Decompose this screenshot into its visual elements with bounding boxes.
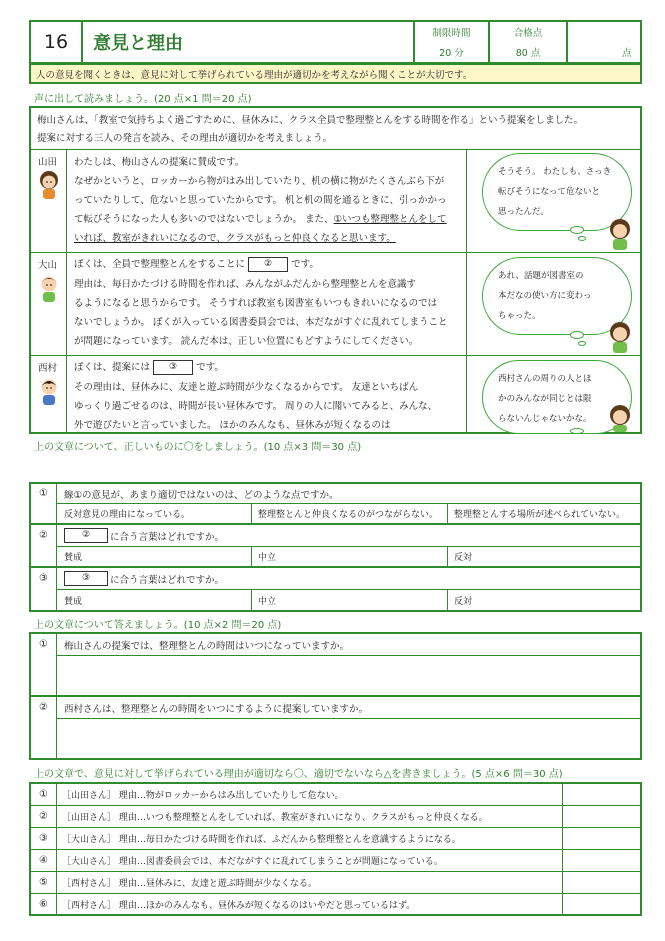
lesson-number: 16 bbox=[43, 31, 69, 53]
oyama-line-3: ないでしょうか。 ぼくが入っている図書委員会では、本だながすぐに乱れてしまうこと bbox=[74, 317, 448, 328]
yamada-line-2: なぜかというと、ロッカーから物がはみ出していたり、机の横に物がたくさんぶら下が bbox=[74, 176, 445, 187]
judge-answer-2[interactable] bbox=[564, 807, 640, 826]
yamada-line-4-text: て転びそうになった人も多いのではないでしょうか。 また、 bbox=[74, 214, 334, 225]
nishimura-line-0 bbox=[74, 359, 224, 376]
judge-num-6: ⑥ bbox=[39, 898, 48, 910]
bubble3-line-1: 西村さんの周りの人とほ bbox=[498, 374, 592, 384]
judge-text-6: ［西村さん］ 理由…ほかのみんなも、昼休みが短くなるのはいやだと思っているはず。 bbox=[62, 900, 416, 911]
pass-score-label: 合格点 bbox=[513, 28, 543, 39]
q2-text: に合う言葉はどれですか。 bbox=[110, 531, 225, 543]
time-limit-value: 20 分 bbox=[439, 48, 464, 59]
yamada-line-4 bbox=[74, 211, 447, 228]
q3-text: に合う言葉はどれですか。 bbox=[110, 574, 225, 586]
judge-answer-3[interactable] bbox=[564, 829, 640, 848]
page-title: 意見と理由 bbox=[93, 33, 183, 54]
sa-q2-text: 西村さんは、整理整とんの時間をいつにするように提案していますか。 bbox=[64, 703, 369, 715]
bubble2-line-1: あれ、話題が図書室の bbox=[498, 271, 584, 281]
q2-option-c[interactable]: 反対 bbox=[454, 553, 473, 563]
judge-num-2: ② bbox=[39, 811, 48, 822]
intro-text: 人の意見を聞くときは、意見に対して挙げられている理由が適切かを考えながら聞くことが大切です。 bbox=[36, 69, 473, 81]
blank-2[interactable]: ② bbox=[248, 257, 288, 272]
q2-option-a[interactable]: 賛成 bbox=[64, 553, 83, 563]
oyama-line-1: 理由は、毎日かたづける時間を作れば、みんながふだんから整理整とんを意識す bbox=[74, 279, 417, 290]
q1-option-c[interactable]: 整理整とんする場所が述べられていない。 bbox=[454, 510, 626, 520]
q3-option-b[interactable]: 中立 bbox=[258, 596, 277, 607]
time-limit-label: 制限時間 bbox=[432, 28, 471, 39]
q2-option-b[interactable]: 中立 bbox=[258, 553, 277, 563]
nishimura-line-3: 外で遊びたいと言っていました。 ほかのみんなも、昼休みが短くなるのは bbox=[74, 420, 391, 431]
judge-answer-4[interactable] bbox=[564, 851, 640, 870]
sa-q2-answer-field[interactable] bbox=[58, 720, 638, 758]
q1-option-b[interactable]: 整理整とんと仲良くなるのがつながらない。 bbox=[258, 510, 439, 520]
judge-text-5: ［西村さん］ 理由…昼休みに、友達と遊ぶ時間が少なくなる。 bbox=[62, 879, 317, 889]
q1-text: 線①の意見が、あまり適切ではないのは、どのような点ですか。 bbox=[64, 489, 339, 501]
judge-num-1: ① bbox=[39, 789, 48, 800]
bubble1-line-2: 転びそうになって危ないと bbox=[498, 187, 601, 197]
speaker-name-oyama: 大山 bbox=[38, 260, 58, 271]
lead-line-2: 提案に対する三人の発言を読み、その理由が適切かを考えましょう。 bbox=[37, 133, 333, 144]
oyama-before-blank: ぼくは、全員で整理整とんをすることに bbox=[74, 259, 246, 270]
section2-title: 上の文章について、正しいものに〇をしましょう。(10 点×3 問＝30 点) bbox=[34, 442, 362, 453]
q3-blank: ③ bbox=[64, 571, 108, 586]
judge-num-4: ④ bbox=[39, 855, 48, 866]
nishimura-line-1: その理由は、昼休みに、友達と遊ぶ時間が少なくなるからです。 友達といちばん bbox=[74, 382, 419, 393]
q1-option-a[interactable]: 反対意見の理由になっている。 bbox=[64, 510, 191, 520]
boy-avatar-icon bbox=[38, 273, 60, 303]
girl-avatar-icon bbox=[38, 170, 60, 200]
sa-q1-number: ① bbox=[39, 639, 48, 650]
yamada-line-3: っていたりして、危ないと思っていたからです。 机と机の間を通るときに、引っかかっ bbox=[74, 195, 447, 206]
section1-title: 声に出して読みましょう。(20 点×1 問＝20 点) bbox=[34, 94, 252, 105]
judge-num-5: ⑤ bbox=[39, 877, 48, 888]
judge-answer-1[interactable] bbox=[564, 785, 640, 804]
nishimura-after-blank: です。 bbox=[196, 362, 224, 373]
section3-title: 上の文章について答えましょう。(10 点×2 問＝20 点) bbox=[34, 620, 282, 631]
boy-avatar-icon bbox=[38, 376, 60, 406]
bubble2-line-3: ちゃった。 bbox=[498, 311, 541, 321]
lead-line-1: 梅山さんは、「教室で気持ちよく過ごすために、昼休みに、クラス全員で整理整とんをする時間を作る」という提案をしました。 bbox=[37, 115, 583, 126]
pass-score-value: 80 点 bbox=[515, 48, 541, 59]
q2-blank: ② bbox=[64, 528, 108, 543]
bubble3-line-3: らないんじゃないかな。 bbox=[498, 414, 592, 424]
q3-text-row bbox=[64, 568, 624, 589]
q3-number: ③ bbox=[39, 573, 48, 584]
judge-text-4: ［大山さん］ 理由…図書委員会では、本だながすぐに乱れてしまうことが問題になっている。 bbox=[62, 857, 443, 867]
yamada-line-1: わたしは、梅山さんの提案に賛成です。 bbox=[74, 157, 245, 168]
q3-option-a[interactable]: 賛成 bbox=[64, 596, 83, 607]
speaker-name-nishimura: 西村 bbox=[38, 363, 58, 374]
nishimura-before-blank: ぼくは、提案には bbox=[74, 362, 151, 373]
oyama-line-2: るようになると思うからです。 そうすれば教室も図書室もいつもきれいになるのでは bbox=[74, 298, 438, 309]
girl-student-icon bbox=[607, 218, 633, 250]
oyama-line-0 bbox=[74, 256, 319, 273]
judge-answer-6[interactable] bbox=[564, 895, 640, 913]
bubble3-line-2: かのみんなが同じとは限 bbox=[498, 394, 592, 404]
underline-part-2: いれば、教室がきれいになるので、クラスがもっと仲良くなると思います。 bbox=[74, 233, 396, 244]
judge-answer-5[interactable] bbox=[564, 873, 640, 892]
section4-title: 上の文章で、意見に対して挙げられている理由が適切なら〇、適切でないなら△を書きましょう。(5 点×6 問＝30 点) bbox=[34, 769, 563, 780]
q1-number: ① bbox=[39, 488, 48, 499]
bubble1-line-3: 思ったんだ。 bbox=[498, 207, 550, 217]
sa-q1-text: 梅山さんの提案では、整理整とんの時間はいつになっていますか。 bbox=[64, 640, 350, 652]
underline-part-1: ①いつも整理整とんをして bbox=[333, 214, 447, 225]
oyama-after-blank: です。 bbox=[291, 259, 319, 270]
score-unit: 点 bbox=[622, 48, 632, 59]
bubble2-line-2: 本だなの使い方に変わっ bbox=[498, 291, 592, 301]
girl-student-icon bbox=[607, 404, 633, 432]
judge-num-3: ③ bbox=[39, 833, 48, 844]
judge-text-3: ［大山さん］ 理由…毎日かたづける時間を作れば、ふだんから整理整とんを意識するようになる。 bbox=[62, 835, 461, 845]
q2-number: ② bbox=[39, 530, 48, 541]
speaker-name-yamada: 山田 bbox=[38, 157, 58, 168]
judge-text-2: ［山田さん］ 理由…いつも整理整とんをしていれば、教室がきれいになり、クラスがもっと仲良くなる。 bbox=[62, 813, 488, 823]
judge-text-1: ［山田さん］ 理由…物がロッカーからはみ出していたりして危ない。 bbox=[62, 791, 344, 801]
nishimura-line-2: ゆっくり過ごせるのは、時間が長い昼休みです。 周りの人に聞いてみると、みんな、 bbox=[74, 401, 438, 412]
oyama-line-4: が問題になっています。 読んだ本は、正しい位置にもどすようにしてください。 bbox=[74, 336, 419, 347]
girl-student-icon bbox=[607, 321, 633, 353]
blank-3[interactable]: ③ bbox=[153, 360, 193, 375]
sa-q1-answer-field[interactable] bbox=[58, 657, 638, 694]
q3-option-c[interactable]: 反対 bbox=[454, 596, 473, 607]
sa-q2-number: ② bbox=[39, 702, 48, 713]
q2-text-row bbox=[64, 525, 624, 546]
bubble1-line-1: そうそう。 わたしも、さっき bbox=[498, 167, 612, 177]
